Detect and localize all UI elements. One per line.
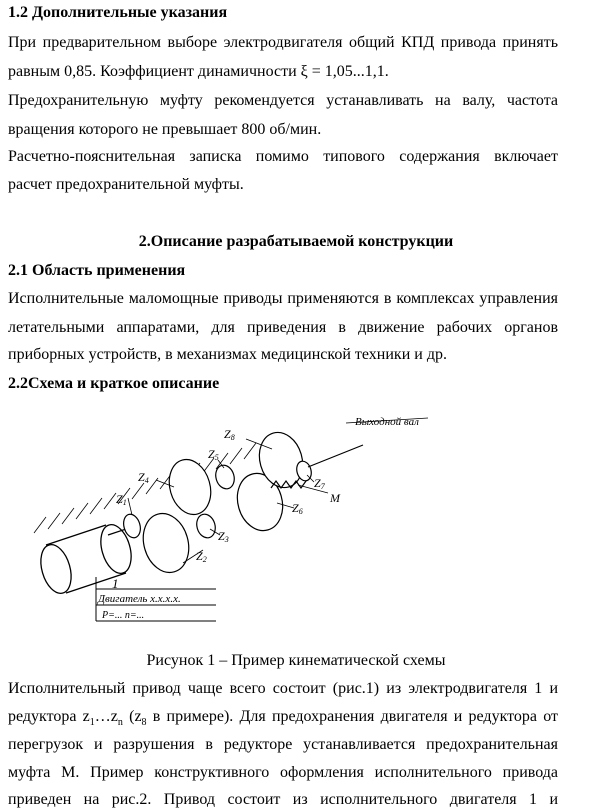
paragraph-line: приборных устройств, в механизмах медицинской техники и др.: [8, 346, 447, 363]
paragraph-line: равным 0,85. Коэффициент динамичности ξ = 1,05...1,1.: [8, 63, 389, 80]
paragraph-line: Исполнительный привод чаще всего состоит (рис.1) из электродвигателя 1 и: [8, 680, 558, 697]
section-2-1-heading: 2.1 Область применения: [8, 262, 186, 279]
paragraph-line: вращения которого не превышает 800 об/мин.: [8, 121, 322, 138]
label-z2: Z2: [196, 549, 207, 564]
label-output-shaft: Выходной вал: [355, 416, 419, 428]
gear-z3: [194, 512, 218, 540]
paragraph-line: муфта М. Пример конструктивного оформления исполнительного привода: [8, 764, 558, 781]
leader-z1: [128, 498, 132, 515]
paragraph-line: летательными аппаратами, для приведения в движение рабочих органов: [8, 319, 558, 336]
label-z1: Z1: [116, 492, 127, 507]
output-shaft: [308, 445, 363, 467]
label-z8: Z8: [224, 427, 235, 442]
gear-z2: [137, 508, 196, 578]
paragraph-line: Расчетно-пояснительная записка помимо типового содержания включает: [8, 148, 558, 165]
gear-z1: [121, 512, 143, 539]
motor-label: Двигатель x.x.x.x.: [98, 593, 181, 605]
figure-caption: Рисунок 1 – Пример кинематической схемы: [146, 652, 446, 669]
motor-number: 1: [112, 576, 119, 591]
label-z4: Z4: [138, 470, 149, 485]
motor-cylinder: [36, 521, 137, 597]
section-1-2-heading: 1.2 Дополнительные указания: [8, 4, 228, 21]
paragraph-line: редуктора $z_1\dots z_n$ ($z_8$ в примере). Для предохранения двигателя и редуктора от: [8, 708, 559, 729]
paragraph-line: расчет предохранительной муфты.: [8, 176, 244, 193]
label-clutch: M: [330, 491, 340, 505]
paragraph-line: Исполнительные маломощные приводы применяются в комплексах управления: [8, 290, 558, 307]
gear-z5: [213, 463, 237, 491]
paragraph-line: приведен на рис.2. Привод состоит из исполнительного двигателя 1 и: [8, 791, 558, 808]
label-z5: Z5: [208, 447, 219, 462]
section-2-heading: 2.Описание разрабатываемой конструкции: [138, 233, 454, 250]
label-z3: Z3: [218, 529, 229, 544]
section-2-2-heading: 2.2Схема и краткое описание: [8, 375, 220, 392]
paragraph-line: При предварительном выборе электродвигателя общий КПД привода принять: [8, 34, 558, 51]
paragraph-line: Предохранительную муфту рекомендуется устанавливать на валу, частота: [8, 92, 558, 109]
label-z7: Z7: [314, 476, 325, 491]
paragraph-line: перегрузок и разрушения в редукторе устанавливается предохранительная: [8, 736, 558, 753]
kinematic-scheme-figure: [28, 405, 448, 625]
motor-params: P=... n=...: [102, 610, 145, 621]
label-z6: Z6: [292, 501, 303, 516]
